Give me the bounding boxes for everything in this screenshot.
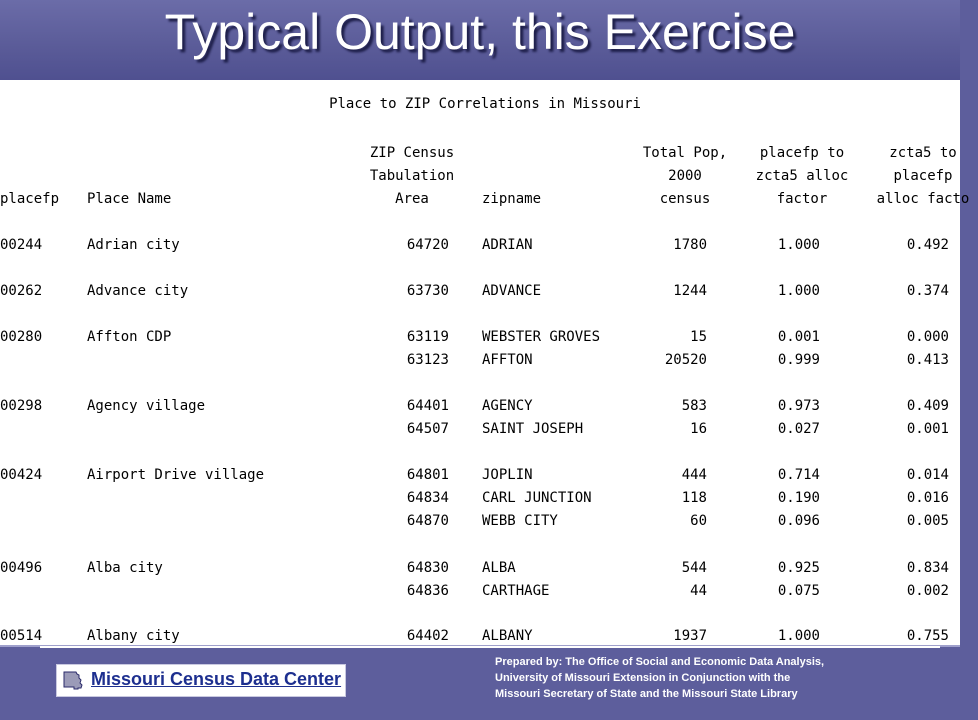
cell-placefp-factor: 0.999 (777, 352, 820, 368)
table-row (0, 281, 960, 301)
cell-place-name: Advance city (87, 283, 189, 299)
cell-zip: 64870 (406, 513, 449, 529)
cell-placefp-factor: 0.001 (777, 329, 820, 345)
table-row (0, 488, 960, 508)
header-zip-line-2: Tabulation (369, 168, 455, 184)
missouri-state-icon (61, 668, 85, 692)
cell-pop: 44 (690, 583, 707, 599)
cell-place-name: Albany city (87, 628, 180, 644)
cell-place-name: Alba city (87, 560, 163, 576)
cell-placefp: 00514 (0, 628, 43, 644)
credits-line-3: Missouri Secretary of State and the Missouri State Library (495, 688, 798, 700)
cell-placefp-factor: 0.096 (777, 513, 820, 529)
cell-pop: 1244 (673, 283, 707, 299)
cell-placefp-factor: 1.000 (777, 283, 820, 299)
header-pop-line-2: 2000 (668, 168, 702, 184)
header-f1-line-3: factor (776, 191, 828, 207)
cell-zip: 64401 (406, 398, 449, 414)
cell-pop: 118 (681, 490, 707, 506)
cell-pop: 544 (681, 560, 707, 576)
cell-zip: 64801 (406, 467, 449, 483)
table-row (0, 419, 960, 439)
header-line-1 (0, 143, 960, 163)
cell-pop: 15 (690, 329, 707, 345)
header-f1-line-2: zcta5 alloc (755, 168, 849, 184)
cell-zcta-factor: 0.014 (906, 467, 949, 483)
cell-placefp-factor: 0.973 (777, 398, 820, 414)
cell-placefp: 00496 (0, 560, 43, 576)
cell-placefp: 00244 (0, 237, 43, 253)
cell-pop: 1937 (673, 628, 707, 644)
cell-zcta-factor: 0.016 (906, 490, 949, 506)
cell-zipname: ALBANY (482, 628, 533, 644)
table-row (0, 465, 960, 485)
table-row (0, 235, 960, 255)
cell-zipname: AFFTON (482, 352, 533, 368)
cell-placefp-factor: 1.000 (777, 628, 820, 644)
cell-place-name: Airport Drive village (87, 467, 265, 483)
cell-zip: 64836 (406, 583, 449, 599)
header-pop-line-3: census (659, 191, 711, 207)
cell-pop: 583 (681, 398, 707, 414)
table-row (0, 327, 960, 347)
cell-zcta-factor: 0.001 (906, 421, 949, 437)
cell-placefp: 00262 (0, 283, 43, 299)
cell-place-name: Adrian city (87, 237, 180, 253)
cell-zcta-factor: 0.492 (906, 237, 949, 253)
cell-placefp: 00298 (0, 398, 43, 414)
table-row (0, 626, 960, 646)
cell-zipname: CARL JUNCTION (482, 490, 592, 506)
cell-zip: 64830 (406, 560, 449, 576)
cell-placefp: 00424 (0, 467, 43, 483)
table-row (0, 558, 960, 578)
header-placefp: placefp (0, 191, 60, 207)
table-row (0, 350, 960, 370)
cell-placefp-factor: 0.075 (777, 583, 820, 599)
cell-zipname: WEBSTER GROVES (482, 329, 601, 345)
header-line-2 (0, 166, 960, 186)
cell-placefp-factor: 0.925 (777, 560, 820, 576)
table-row (0, 396, 960, 416)
header-f2-line-3: alloc facto (876, 191, 970, 207)
cell-zipname: ALBA (482, 560, 516, 576)
title-bar (0, 0, 960, 80)
cell-zipname: SAINT JOSEPH (482, 421, 584, 437)
mcdc-logo-link[interactable] (56, 664, 346, 697)
cell-zcta-factor: 0.413 (906, 352, 949, 368)
slide-title: Typical Output, this Exercise (164, 4, 796, 60)
header-f1-line-1: placefp to (759, 145, 845, 161)
cell-zcta-factor: 0.000 (906, 329, 949, 345)
cell-zcta-factor: 0.005 (906, 513, 949, 529)
credits-line-2: University of Missouri Extension in Conjunction with the (495, 672, 791, 684)
header-line-3 (0, 189, 970, 209)
cell-zipname: WEBB CITY (482, 513, 558, 529)
cell-zcta-factor: 0.834 (906, 560, 949, 576)
cell-zipname: JOPLIN (482, 467, 533, 483)
cell-pop: 20520 (664, 352, 707, 368)
header-zip-line-1: ZIP Census (369, 145, 455, 161)
cell-placefp-factor: 0.190 (777, 490, 820, 506)
table-row (0, 581, 960, 601)
cell-pop: 1780 (673, 237, 707, 253)
report-title: Place to ZIP Correlations in Missouri (329, 96, 641, 112)
table-row (0, 511, 960, 531)
cell-pop: 444 (681, 467, 707, 483)
cell-zip: 64720 (406, 237, 449, 253)
cell-zip: 63123 (406, 352, 449, 368)
cell-zip: 64834 (406, 490, 449, 506)
cell-pop: 16 (690, 421, 707, 437)
report-panel (0, 80, 970, 647)
cell-place-name: Affton CDP (87, 329, 172, 345)
cell-pop: 60 (690, 513, 707, 529)
cell-zcta-factor: 0.002 (906, 583, 949, 599)
cell-zipname: CARTHAGE (482, 583, 550, 599)
cell-zipname: ADRIAN (482, 237, 533, 253)
cell-zcta-factor: 0.409 (906, 398, 949, 414)
header-f2-line-2: placefp (893, 168, 953, 184)
cell-placefp-factor: 1.000 (777, 237, 820, 253)
cell-zip: 64402 (406, 628, 449, 644)
cell-zcta-factor: 0.374 (906, 283, 949, 299)
header-pop-line-1: Total Pop, (642, 145, 728, 161)
credits-text (495, 654, 945, 702)
header-place-name: Place Name (87, 191, 172, 207)
cell-zcta-factor: 0.755 (906, 628, 949, 644)
cell-zip: 63730 (406, 283, 449, 299)
cell-placefp-factor: 0.027 (777, 421, 820, 437)
cell-place-name: Agency village (87, 398, 206, 414)
cell-zipname: AGENCY (482, 398, 533, 414)
header-f2-line-1: zcta5 to (889, 145, 957, 161)
cell-zip: 64507 (406, 421, 449, 437)
mcdc-logo-text: Missouri Census Data Center (91, 669, 342, 689)
cell-placefp: 00280 (0, 329, 43, 345)
header-zip-line-3: Area (395, 191, 429, 207)
header-zipname: zipname (482, 191, 542, 207)
cell-zip: 63119 (406, 329, 449, 345)
cell-placefp-factor: 0.714 (777, 467, 820, 483)
cell-zipname: ADVANCE (482, 283, 542, 299)
credits-line-1: Prepared by: The Office of Social and Economic Data Analysis, (495, 656, 825, 668)
